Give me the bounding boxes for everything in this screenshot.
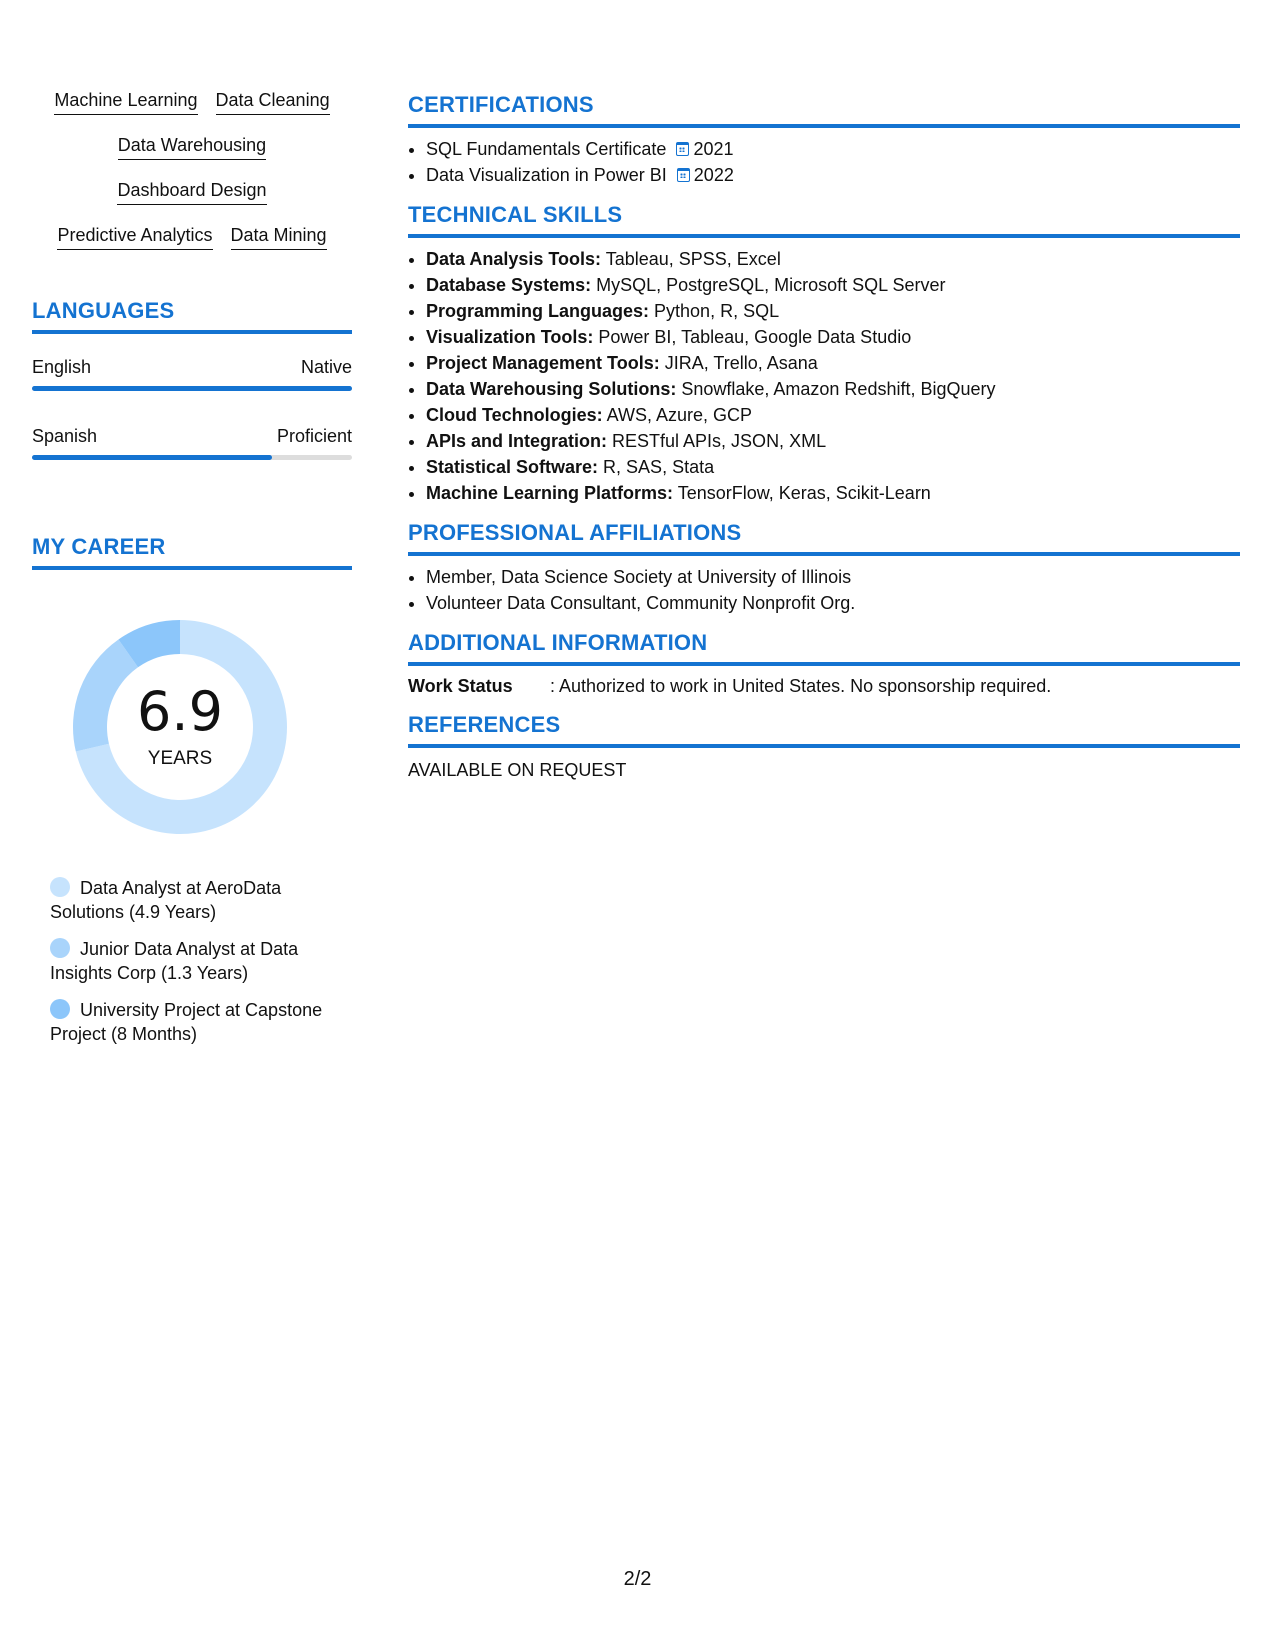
page-number: 2/2 [623,1568,652,1590]
additional-info-section [408,630,1240,698]
career-title: MY CAREER [32,534,352,570]
work-status-label: Work Status [408,676,513,696]
skill-value: R, SAS, Stata [598,457,715,477]
technical-skill-item [426,454,1240,480]
affiliation-item: • Member, Data Science Society at University of Illinois [426,564,1240,590]
language-bar-fill [32,455,272,460]
career-legend-text: University Project at Capstone Project (8 Months) [50,1000,323,1044]
skills-row [32,70,352,115]
skill-label: Programming Languages: [426,301,650,321]
technical-skills-section [408,202,1240,506]
skills-row [32,160,352,205]
language-name: English [32,357,92,377]
language-level: Native [300,357,352,377]
skill-label: Data Analysis Tools: [426,249,602,269]
calendar-icon [676,142,689,156]
skills-row [32,205,352,250]
skill-value: RESTful APIs, JSON, XML [607,431,827,451]
career-legend-item [50,998,330,1046]
technical-skills-title: TECHNICAL SKILLS [408,202,1240,238]
legend-dot [50,877,70,897]
language-item [32,425,352,460]
career-legend [50,876,330,1046]
references-section [408,712,1240,781]
skill-label: Database Systems: [426,275,592,295]
skill-label: APIs and Integration: [426,431,608,451]
additional-info-title: ADDITIONAL INFORMATION [408,630,1240,666]
skill-value: Python, R, SQL [649,301,780,321]
career-section [32,534,352,1046]
career-donut [65,612,295,842]
certifications-title: CERTIFICATIONS [408,92,1240,128]
career-total-number: 6.9 [137,680,223,743]
technical-skill-item [426,298,1240,324]
technical-skill-item [426,376,1240,402]
left-column [32,70,352,1059]
skill-tag: Data Cleaning [216,87,330,115]
skill-value: MySQL, PostgreSQL, Microsoft SQL Server [591,275,946,295]
skill-label: Data Warehousing Solutions: [426,379,677,399]
skill-label: Project Management Tools: [426,353,660,373]
certification-year: 2021 [693,139,734,159]
skill-value: TensorFlow, Keras, Scikit-Learn [673,483,931,503]
career-legend-text: Junior Data Analyst at Data Insights Corp (1.3 Years) [50,939,299,983]
affiliations-title: PROFESSIONAL AFFILIATIONS [408,520,1240,556]
work-status-value: : Authorized to work in United States. No sponsorship required. [550,676,1052,696]
technical-skill-item [426,324,1240,350]
references-text: AVAILABLE ON REQUEST [408,760,627,780]
skill-value: Power BI, Tableau, Google Data Studio [593,327,912,347]
language-level: Proficient [276,426,352,446]
language-bar [32,455,352,460]
skill-value: AWS, Azure, GCP [602,405,753,425]
skill-label: Machine Learning Platforms: [426,483,674,503]
language-bar-fill [32,386,352,391]
certification-item [426,162,1240,188]
skill-tag: Data Warehousing [118,132,266,160]
skill-label: Visualization Tools: [426,327,594,347]
technical-skill-item [426,272,1240,298]
technical-skill-item [426,402,1240,428]
career-total-unit: YEARS [147,748,213,769]
affiliation-item: • Volunteer Data Consultant, Community Nonprofit Org. [426,590,1240,616]
affiliations-list [408,564,1240,616]
career-legend-item [50,937,330,985]
legend-dot [50,938,70,958]
references-title: REFERENCES [408,712,1240,748]
languages-section [32,298,352,460]
skill-label: Cloud Technologies: [426,405,603,425]
certification-name: Data Visualization in Power BI [426,165,667,185]
right-column [408,92,1240,795]
skills-tags [32,70,352,250]
technical-skill-item [426,428,1240,454]
certification-name: SQL Fundamentals Certificate [426,139,667,159]
skill-tag: Machine Learning [54,87,197,115]
legend-dot [50,999,70,1019]
certifications-list [408,136,1240,188]
skills-row [32,115,352,160]
technical-skill-item [426,246,1240,272]
work-status-row [408,674,1240,698]
language-bar [32,386,352,391]
languages-title: LANGUAGES [32,298,352,334]
language-name: Spanish [32,426,98,446]
skill-tag: Data Mining [231,222,327,250]
skill-label: Statistical Software: [426,457,599,477]
language-item [32,356,352,391]
technical-skills-list [408,246,1240,506]
calendar-icon [677,168,690,182]
career-legend-text: Data Analyst at AeroData Solutions (4.9 Years) [50,878,282,922]
technical-skill-item [426,480,1240,506]
skill-tag: Dashboard Design [117,177,266,205]
skill-value: Snowflake, Amazon Redshift, BigQuery [676,379,996,399]
technical-skill-item [426,350,1240,376]
skill-value: JIRA, Trello, Asana [659,353,818,373]
affiliations-section [408,520,1240,616]
certification-item [426,136,1240,162]
career-total [65,612,295,842]
skill-tag: Predictive Analytics [57,222,212,250]
career-legend-item [50,876,330,924]
certifications-section [408,92,1240,188]
skill-value: Tableau, SPSS, Excel [601,249,781,269]
certification-year: 2022 [693,165,734,185]
